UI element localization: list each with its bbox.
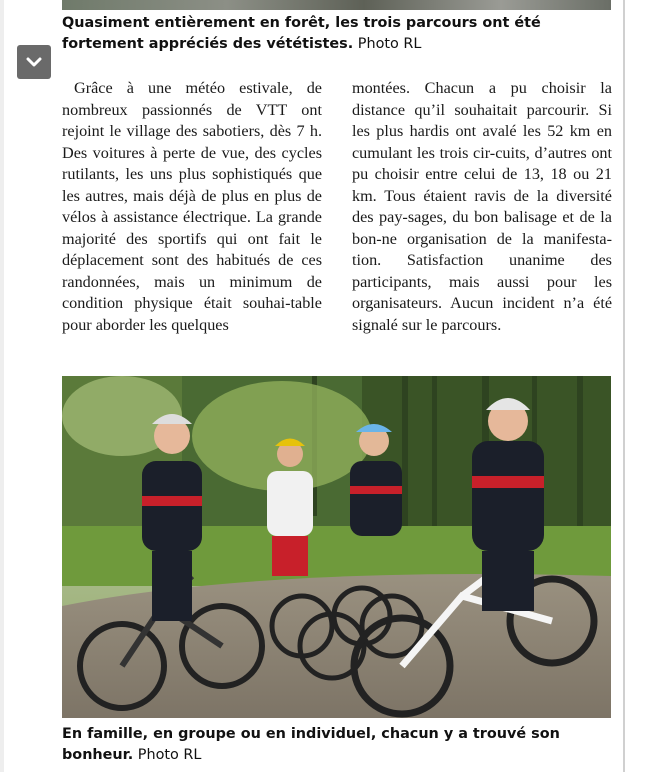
chevron-down-icon bbox=[26, 56, 42, 68]
column-divider bbox=[623, 0, 625, 772]
collapse-button[interactable] bbox=[17, 45, 51, 79]
article-column-left bbox=[62, 78, 322, 336]
photo-caption-top bbox=[62, 13, 617, 55]
photo-caption-bottom bbox=[62, 724, 617, 766]
cyclists-photo bbox=[62, 376, 611, 718]
article-paragraph-right: montées. Chacun a pu choisir la distance qu’il souhaitait parcourir. Si les plus hardis ont avalé les 52 km en cumulant les trois cir-cuits, d’autres ont pu choisir entre celui de 13, 18 ou 21 km. Tous étaient ravis de la diversité des pay-sages, du bon balisage et de la bon-ne organisation de la manifesta-tion. Satisfaction unanime des participants, mais aussi pour les organisateurs. Aucun incident n’a été signalé sur le parcours. bbox=[352, 79, 612, 334]
page-left-margin bbox=[0, 0, 4, 772]
caption-bottom-credit: Photo RL bbox=[137, 747, 202, 763]
caption-bottom-text: En famille, en groupe ou en individuel, chacun y a trouvé son bonheur. bbox=[62, 726, 560, 763]
caption-top-text: Quasiment entièrement en forêt, les trois parcours ont été fortement appréciés des vététistes. bbox=[62, 15, 541, 52]
article-paragraph-left: Grâce à une météo estivale, de nombreux passionnés de VTT ont rejoint le village des sabotiers, dès 7 h. Des voitures à perte de vue, des cycles rutilants, les uns plus sophistiqués que les autres, mais déjà de plus en plus de vélos à assistance électrique. La grande majorité des sportifs qui ont fait le déplacement sont des habitués de ces randonnées, mais un minimum de condition physique était souhai-table pour aborder les quelques bbox=[62, 79, 322, 334]
caption-top-credit: Photo RL bbox=[357, 36, 422, 52]
previous-photo-edge bbox=[62, 0, 611, 10]
article-column-right bbox=[352, 78, 612, 336]
